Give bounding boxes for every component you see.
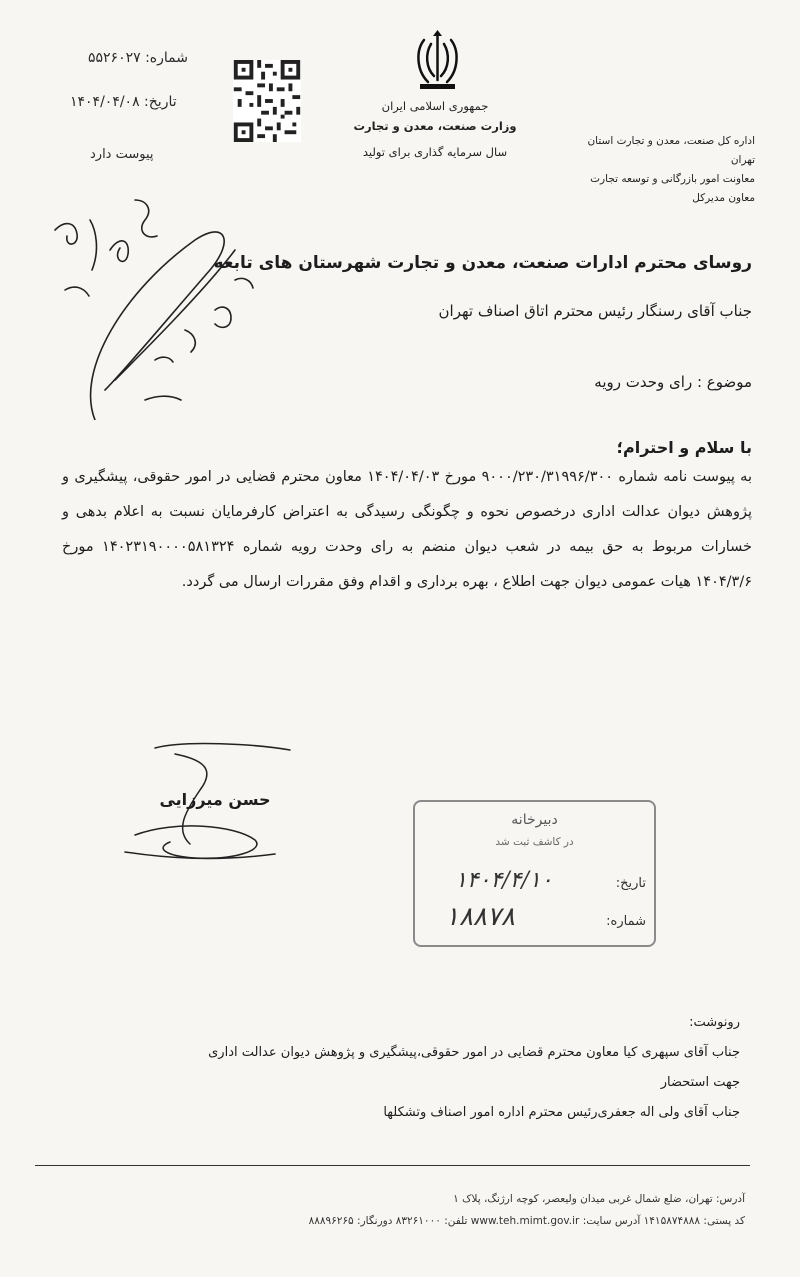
footer-block bbox=[45, 1188, 745, 1232]
copies-block bbox=[40, 1008, 740, 1128]
date-value: ۱۴۰۴/۰۴/۰۸ bbox=[70, 94, 140, 110]
date-label: تاریخ: bbox=[144, 94, 177, 110]
signature-scribble-icon bbox=[115, 740, 305, 870]
primary-addressee: روسای محترم ادارات صنعت، معدن و تجارت شهرستان های تابعه bbox=[213, 253, 752, 273]
stamp-date-label: تاریخ: bbox=[615, 876, 646, 891]
republic-title: جمهوری اسلامی ایران bbox=[381, 99, 489, 113]
department-block bbox=[560, 132, 755, 208]
copies-line1: جناب آقای سپهری کیا معاون محترم قضایی در امور حقوقی،پیشگیری و پژوهش دیوان عدالت اداری bbox=[208, 1045, 740, 1060]
secondary-addressee: جناب آقای رسنگار رئیس محترم اتاق اصناف تهران bbox=[438, 302, 752, 320]
letter-greeting: با سلام و احترام؛ bbox=[616, 438, 752, 457]
letter-body: به پیوست نامه شماره ۹۰۰۰/۲۳۰/۳۱۹۹۶/۳۰۰ مورخ ۱۴۰۴/۰۴/۰۳ معاون محترم قضایی در امور حقوقی، پیشگیری و پژوهش دیوان عدالت اداری درخصوص نحوه و چگونگی رسیدگی به اعتراض کارفرمایان نسبت به اعلام بدهی و خسارات مربوط به حق بیمه در شعب دیوان منضم به رای وحدت رویه شماره ۱۴۰۲۳۱۹۰۰۰۰۵۸۱۳۲۴ مورخ ۱۴۰۴/۳/۶ هیات عمومی دیوان جهت اطلاع ، بهره برداری و اقدام وفق مقررات ارسال می گردد. bbox=[62, 469, 753, 590]
header-block bbox=[335, 96, 535, 162]
iran-emblem-icon bbox=[410, 30, 465, 92]
copies-line3: جناب آقای ولی اله جعفری‌رئیس محترم اداره امور اصناف وتشکلها bbox=[383, 1105, 740, 1120]
attachment-note: پیوست دارد bbox=[90, 147, 154, 162]
signatory-name: حسن میرزایی bbox=[159, 790, 271, 809]
stamp-date-value: ۱۴۰۴/۴/۱۰ bbox=[455, 868, 553, 893]
stamp-number-value: ۱۸۸۷۸ bbox=[445, 902, 515, 932]
stamp-number-label: شماره: bbox=[606, 914, 646, 929]
footer-address: آدرس: تهران، ضلع شمال غربی میدان ولیعصر، کوچه ارژنگ، پلاک ۱ bbox=[453, 1193, 745, 1205]
handwritten-annotation-icon bbox=[35, 180, 285, 420]
department-line1: اداره کل صنعت، معدن و تجارت استان تهران bbox=[587, 135, 755, 166]
number-label: شماره: bbox=[145, 50, 188, 66]
letter-date bbox=[70, 94, 220, 110]
letter-number bbox=[88, 50, 218, 66]
copies-line2: جهت استحضار bbox=[660, 1075, 740, 1090]
department-line2: معاونت امور بازرگانی و توسعه تجارت bbox=[590, 173, 755, 185]
stamp-subtitle: در کاشف ثبت شد bbox=[495, 836, 574, 848]
stamp-title: دبیرخانه bbox=[511, 812, 558, 828]
department-line3: معاون مدیرکل bbox=[692, 192, 755, 204]
qr-code-icon bbox=[233, 60, 301, 142]
footer-contact: کد پستی: ۱۴۱۵۸۷۴۸۸۸ آدرس سایت: www.teh.mimt.gov.ir تلفن: ۸۳۲۶۱۰۰۰ دورنگار: ۸۸۸۹۶۲۶۵ bbox=[308, 1215, 745, 1227]
secretariat-stamp bbox=[413, 800, 656, 947]
letter-subject: موضوع : رای وحدت رویه bbox=[594, 373, 752, 391]
ministry-title: وزارت صنعت، معدن و تجارت bbox=[353, 119, 517, 133]
year-motto: سال سرمایه گذاری برای تولید bbox=[362, 145, 508, 159]
footer-divider bbox=[35, 1165, 750, 1166]
number-value: ۵۵۲۶۰۲۷ bbox=[88, 50, 141, 66]
copies-heading: رونوشت: bbox=[689, 1015, 740, 1030]
